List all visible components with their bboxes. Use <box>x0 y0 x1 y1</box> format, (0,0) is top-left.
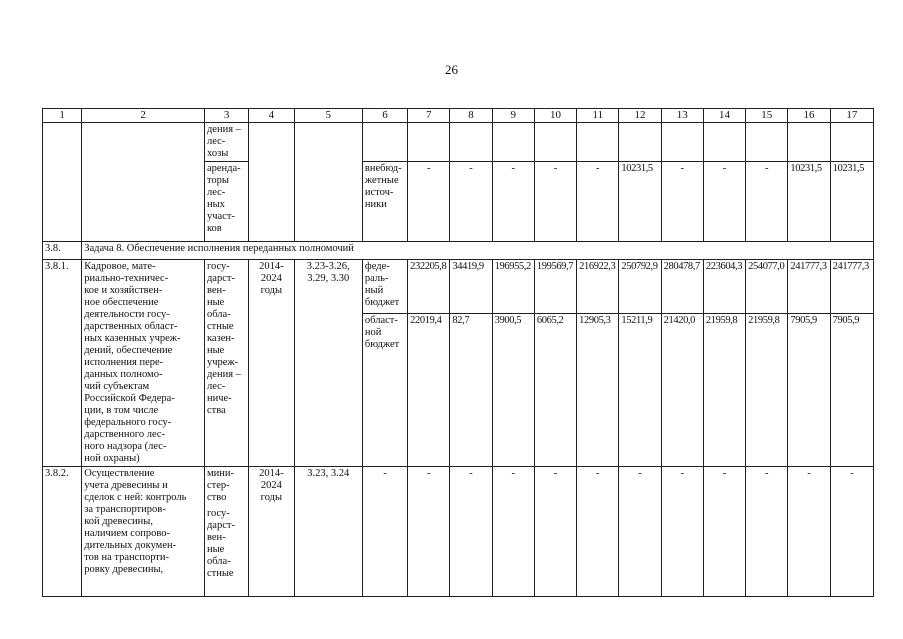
header-cell: 8 <box>450 109 492 123</box>
table-row <box>43 123 874 162</box>
value-cell: - <box>362 467 407 597</box>
value-cell: - <box>534 162 576 242</box>
value-cell: 241777,3 <box>788 260 830 314</box>
header-cell: 13 <box>661 109 703 123</box>
value-cell: 10231,5 <box>619 162 661 242</box>
value-cell: 15211,9 <box>619 313 661 466</box>
indicators-cell: 3.23, 3.24 <box>294 467 362 597</box>
header-row <box>43 109 874 123</box>
header-cell: 16 <box>788 109 830 123</box>
table-cell <box>43 123 82 242</box>
value-cell: 216922,3 <box>577 260 619 314</box>
value-cell: 34419,9 <box>450 260 492 314</box>
table-cell <box>450 123 492 162</box>
value-cell: 232205,8 <box>408 260 450 314</box>
activity-name: Осуществление учета древесины и сделок с ней: контроль за транспортиров- кой древесины, наличием сопрово- дительных докумен- тов на транспорти- ровку древесины, <box>82 467 205 597</box>
value-cell: 3900,5 <box>492 313 534 466</box>
table-cell <box>82 123 205 242</box>
task-code: 3.8. <box>43 242 82 260</box>
value-cell: 241777,3 <box>830 260 873 314</box>
value-cell: - <box>830 467 873 597</box>
value-cell: - <box>408 467 450 597</box>
value-cell: 7905,9 <box>788 313 830 466</box>
header-cell: 9 <box>492 109 534 123</box>
value-cell: 223604,3 <box>703 260 745 314</box>
table-cell <box>703 123 745 162</box>
table-cell <box>661 123 703 162</box>
page-number: 26 <box>445 62 458 77</box>
value-cell: 280478,7 <box>661 260 703 314</box>
row-code: 3.8.1. <box>43 260 82 467</box>
header-cell: 12 <box>619 109 661 123</box>
header-cell: 3 <box>204 109 248 123</box>
value-cell: - <box>746 162 788 242</box>
table-cell <box>362 123 407 162</box>
value-cell: - <box>450 162 492 242</box>
header-cell: 1 <box>43 109 82 123</box>
value-cell: 21420,0 <box>661 313 703 466</box>
value-cell: 254077,0 <box>746 260 788 314</box>
value-cell: 12905,3 <box>577 313 619 466</box>
table-cell <box>619 123 661 162</box>
executor-ministry: мини- стер- ство <box>206 468 234 503</box>
table-cell <box>788 123 830 162</box>
value-cell: 82,7 <box>450 313 492 466</box>
value-cell: - <box>408 162 450 242</box>
period-cell: 2014- 2024 годы <box>249 467 294 597</box>
value-cell: 21959,8 <box>746 313 788 466</box>
value-cell: - <box>788 467 830 597</box>
value-cell: - <box>746 467 788 597</box>
program-table <box>42 108 874 597</box>
value-cell: - <box>450 467 492 597</box>
value-cell: - <box>703 467 745 597</box>
header-cell: 17 <box>830 109 873 123</box>
value-cell: 21959,8 <box>703 313 745 466</box>
value-cell: - <box>703 162 745 242</box>
table-cell <box>249 123 294 242</box>
value-cell: 22019,4 <box>408 313 450 466</box>
period-cell: 2014- 2024 годы <box>249 260 294 467</box>
value-cell: 250792,9 <box>619 260 661 314</box>
header-cell: 15 <box>746 109 788 123</box>
value-cell: 10231,5 <box>788 162 830 242</box>
value-cell: - <box>661 467 703 597</box>
value-cell: 7905,9 <box>830 313 873 466</box>
funding-source-cell: област- ной бюджет <box>362 313 407 466</box>
table-cell <box>534 123 576 162</box>
task-row <box>43 242 874 260</box>
executor-cell: дения – лес- хозы <box>204 123 248 162</box>
header-cell: 10 <box>534 109 576 123</box>
funding-source-cell: феде- раль- ный бюджет <box>362 260 407 314</box>
value-cell: 10231,5 <box>830 162 873 242</box>
header-cell: 4 <box>249 109 294 123</box>
funding-source-cell: внебюд- жетные источ- ники <box>362 162 407 242</box>
table-cell <box>830 123 873 162</box>
table-cell <box>577 123 619 162</box>
table-row <box>43 467 874 597</box>
executor-institutions: госу- дарст- вен- ные обла- стные <box>206 508 235 579</box>
row-code: 3.8.2. <box>43 467 82 597</box>
task-title: Задача 8. Обеспечение исполнения переданных полномочий <box>82 242 874 260</box>
value-cell: 6065,2 <box>534 313 576 466</box>
value-cell: - <box>661 162 703 242</box>
executor-cell <box>204 467 248 597</box>
value-cell: - <box>534 467 576 597</box>
value-cell: - <box>577 467 619 597</box>
header-cell: 6 <box>362 109 407 123</box>
value-cell: - <box>492 162 534 242</box>
executor-cell: арендa- торы лес- ных участ- ков <box>204 162 248 242</box>
table-cell <box>746 123 788 162</box>
value-cell: 199569,7 <box>534 260 576 314</box>
table-row <box>43 260 874 314</box>
header-cell: 7 <box>408 109 450 123</box>
indicators-cell: 3.23-3.26, 3.29, 3.30 <box>294 260 362 467</box>
value-cell: - <box>492 467 534 597</box>
table-cell <box>408 123 450 162</box>
value-cell: - <box>619 467 661 597</box>
activity-name: Кадровое, мате- риально-техничес- кое и хозяйствен- ное обеспечение деятельности госу- дарственных област- ных казенных учреж- дений, обеспечение исполнения пере- данных полномо- чий субъектам Российской Федера- ции, в том числе федерального госу- дарственного лес- ного надзора (лес- ной охраны) <box>82 260 205 467</box>
table-cell <box>294 123 362 242</box>
table-cell <box>492 123 534 162</box>
header-cell: 5 <box>294 109 362 123</box>
header-cell: 2 <box>82 109 205 123</box>
executor-cell: госу- дарст- вен- ные обла- стные казен- ные учреж- дения – лес- ниче- ства <box>204 260 248 467</box>
value-cell: 196955,2 <box>492 260 534 314</box>
header-cell: 14 <box>703 109 745 123</box>
value-cell: - <box>577 162 619 242</box>
header-cell: 11 <box>577 109 619 123</box>
